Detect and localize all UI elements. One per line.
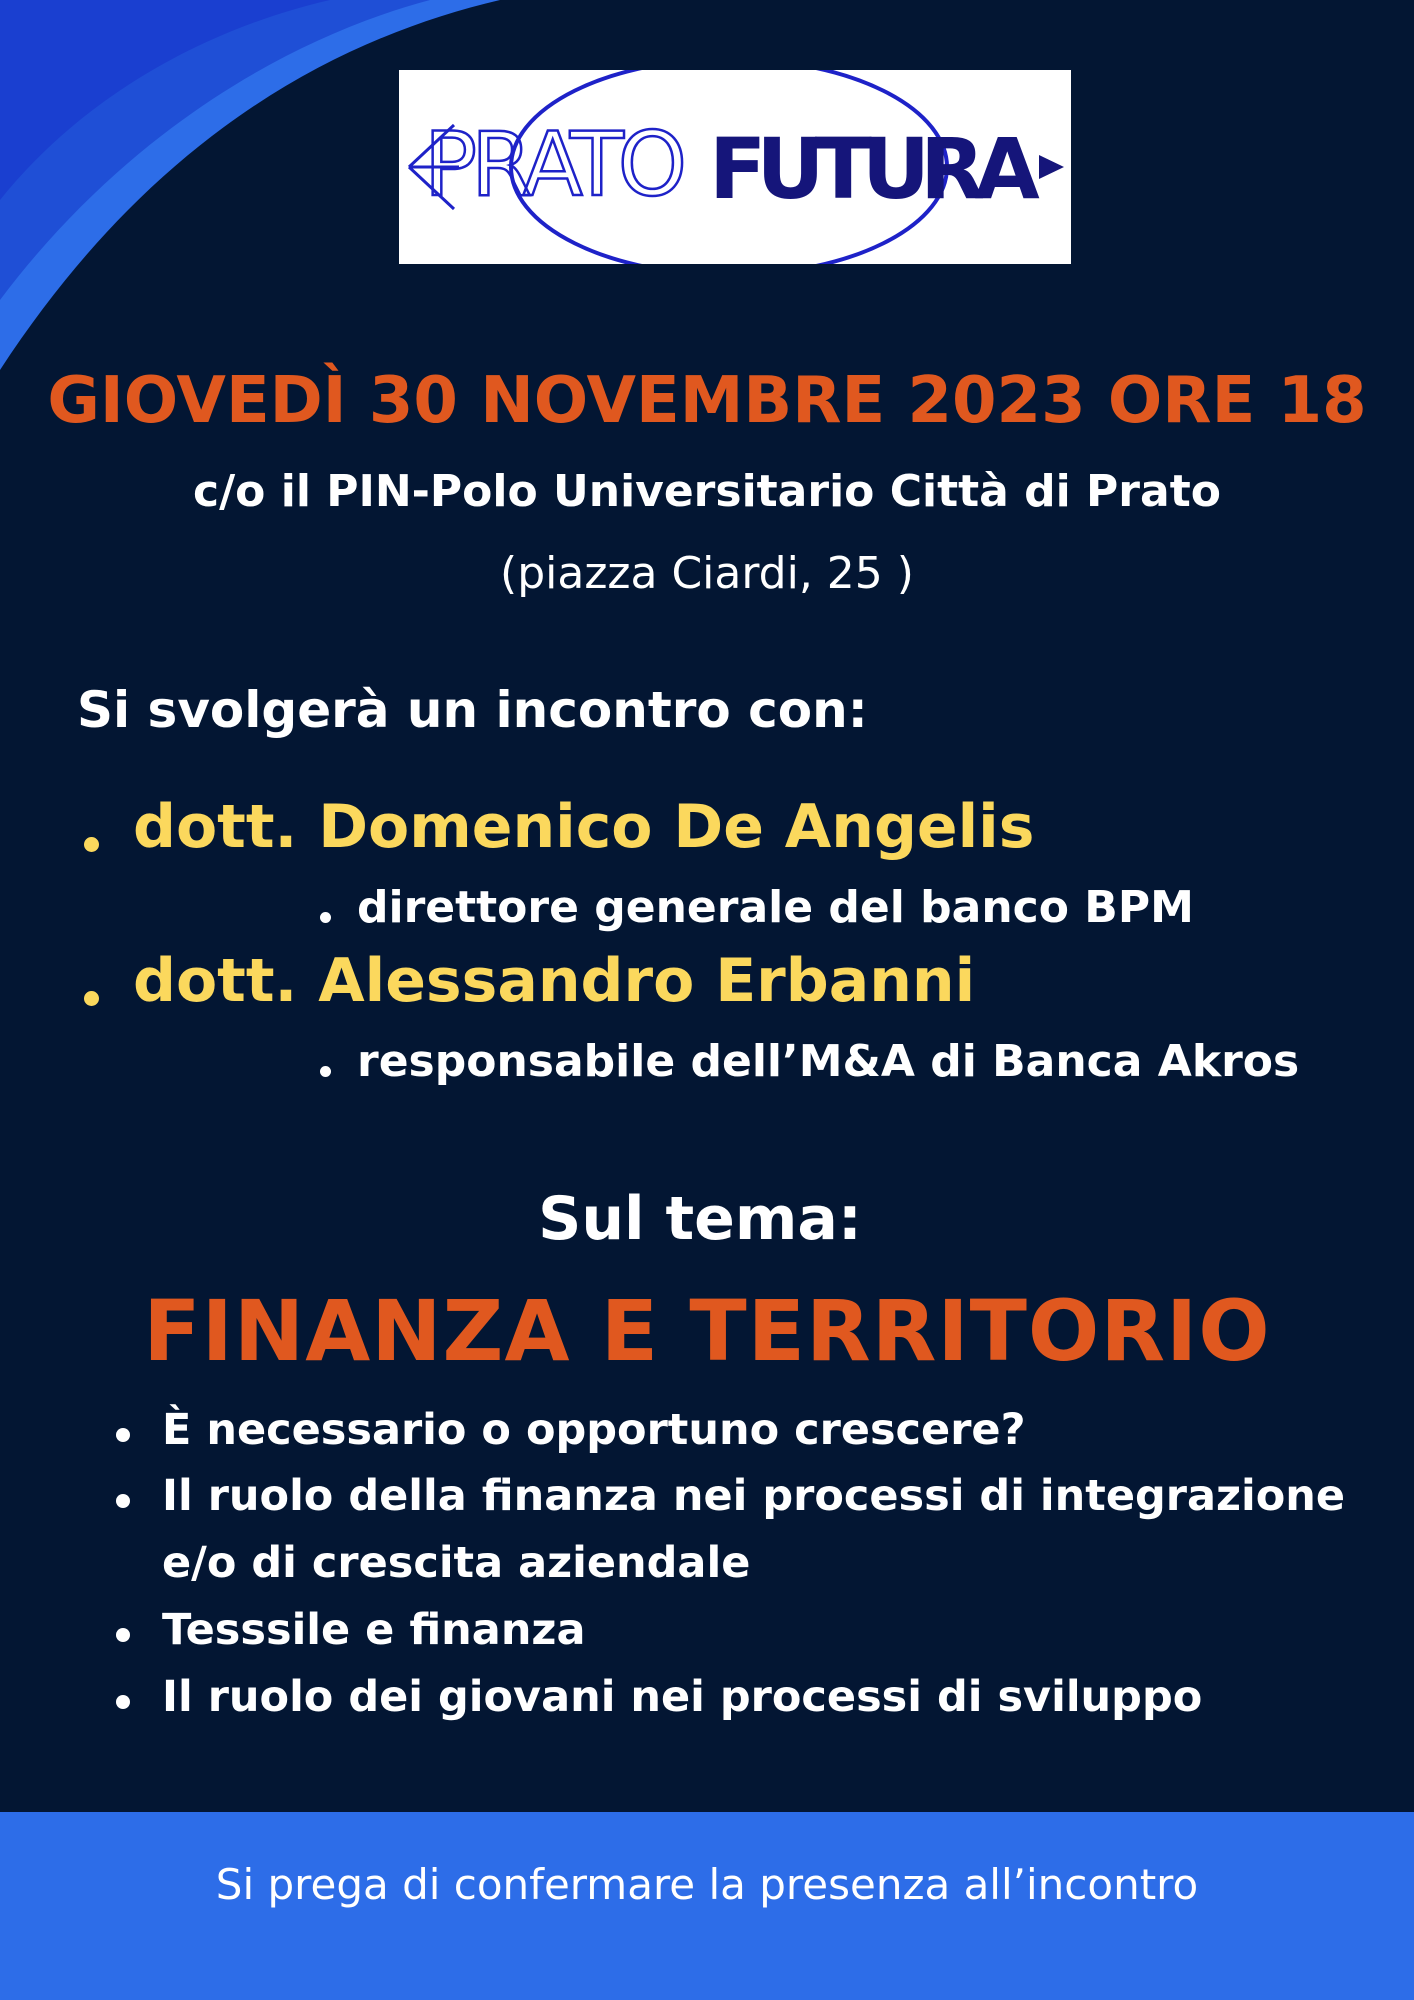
event-date-time: GIOVEDÌ 30 NOVEMBRE 2023 ORE 18 [47,364,1367,438]
footer-rsvp-note: Si prega di confermare la presenza all’incontro [215,1860,1199,1909]
bullet-icon [116,1628,130,1642]
theme-title: FINANZA E TERRITORIO [143,1282,1271,1380]
theme-intro: Sul tema: [538,1184,862,1254]
bullet-icon [320,1066,331,1077]
bullet-icon [116,1494,130,1508]
bullet-icon [84,991,99,1006]
topic-item-continuation: e/o di crescita aziendale [162,1538,751,1588]
event-venue: c/o il PIN-Polo Universitario Città di Prato [193,466,1221,517]
speaker-name-1: dott. Domenico De Angelis [133,792,1035,862]
prato-futura-logo [399,70,1071,264]
speaker-role-1: direttore generale del banco BPM [357,882,1194,933]
event-address: (piazza Ciardi, 25 ) [500,548,914,599]
topic-item: È necessario o opportuno crescere? [162,1405,1026,1455]
bullet-icon [116,1428,130,1442]
speaker-role-2: responsabile dell’M&A di Banca Akros [357,1036,1300,1087]
topic-item: Tesssile e finanza [162,1605,586,1655]
topic-item: Il ruolo della finanza nei processi di integrazione [162,1471,1346,1521]
topic-item: Il ruolo dei giovani nei processi di sviluppo [162,1672,1203,1722]
bullet-icon [84,837,99,852]
bullet-icon [320,912,331,923]
logo-text-prato: PRATO [424,113,682,216]
logo-text-futura: FUTURA [709,120,1030,218]
speaker-name-2: dott. Alessandro Erbanni [133,946,976,1016]
bullet-icon [116,1695,130,1709]
meeting-intro: Si svolgerà un incontro con: [77,681,868,739]
